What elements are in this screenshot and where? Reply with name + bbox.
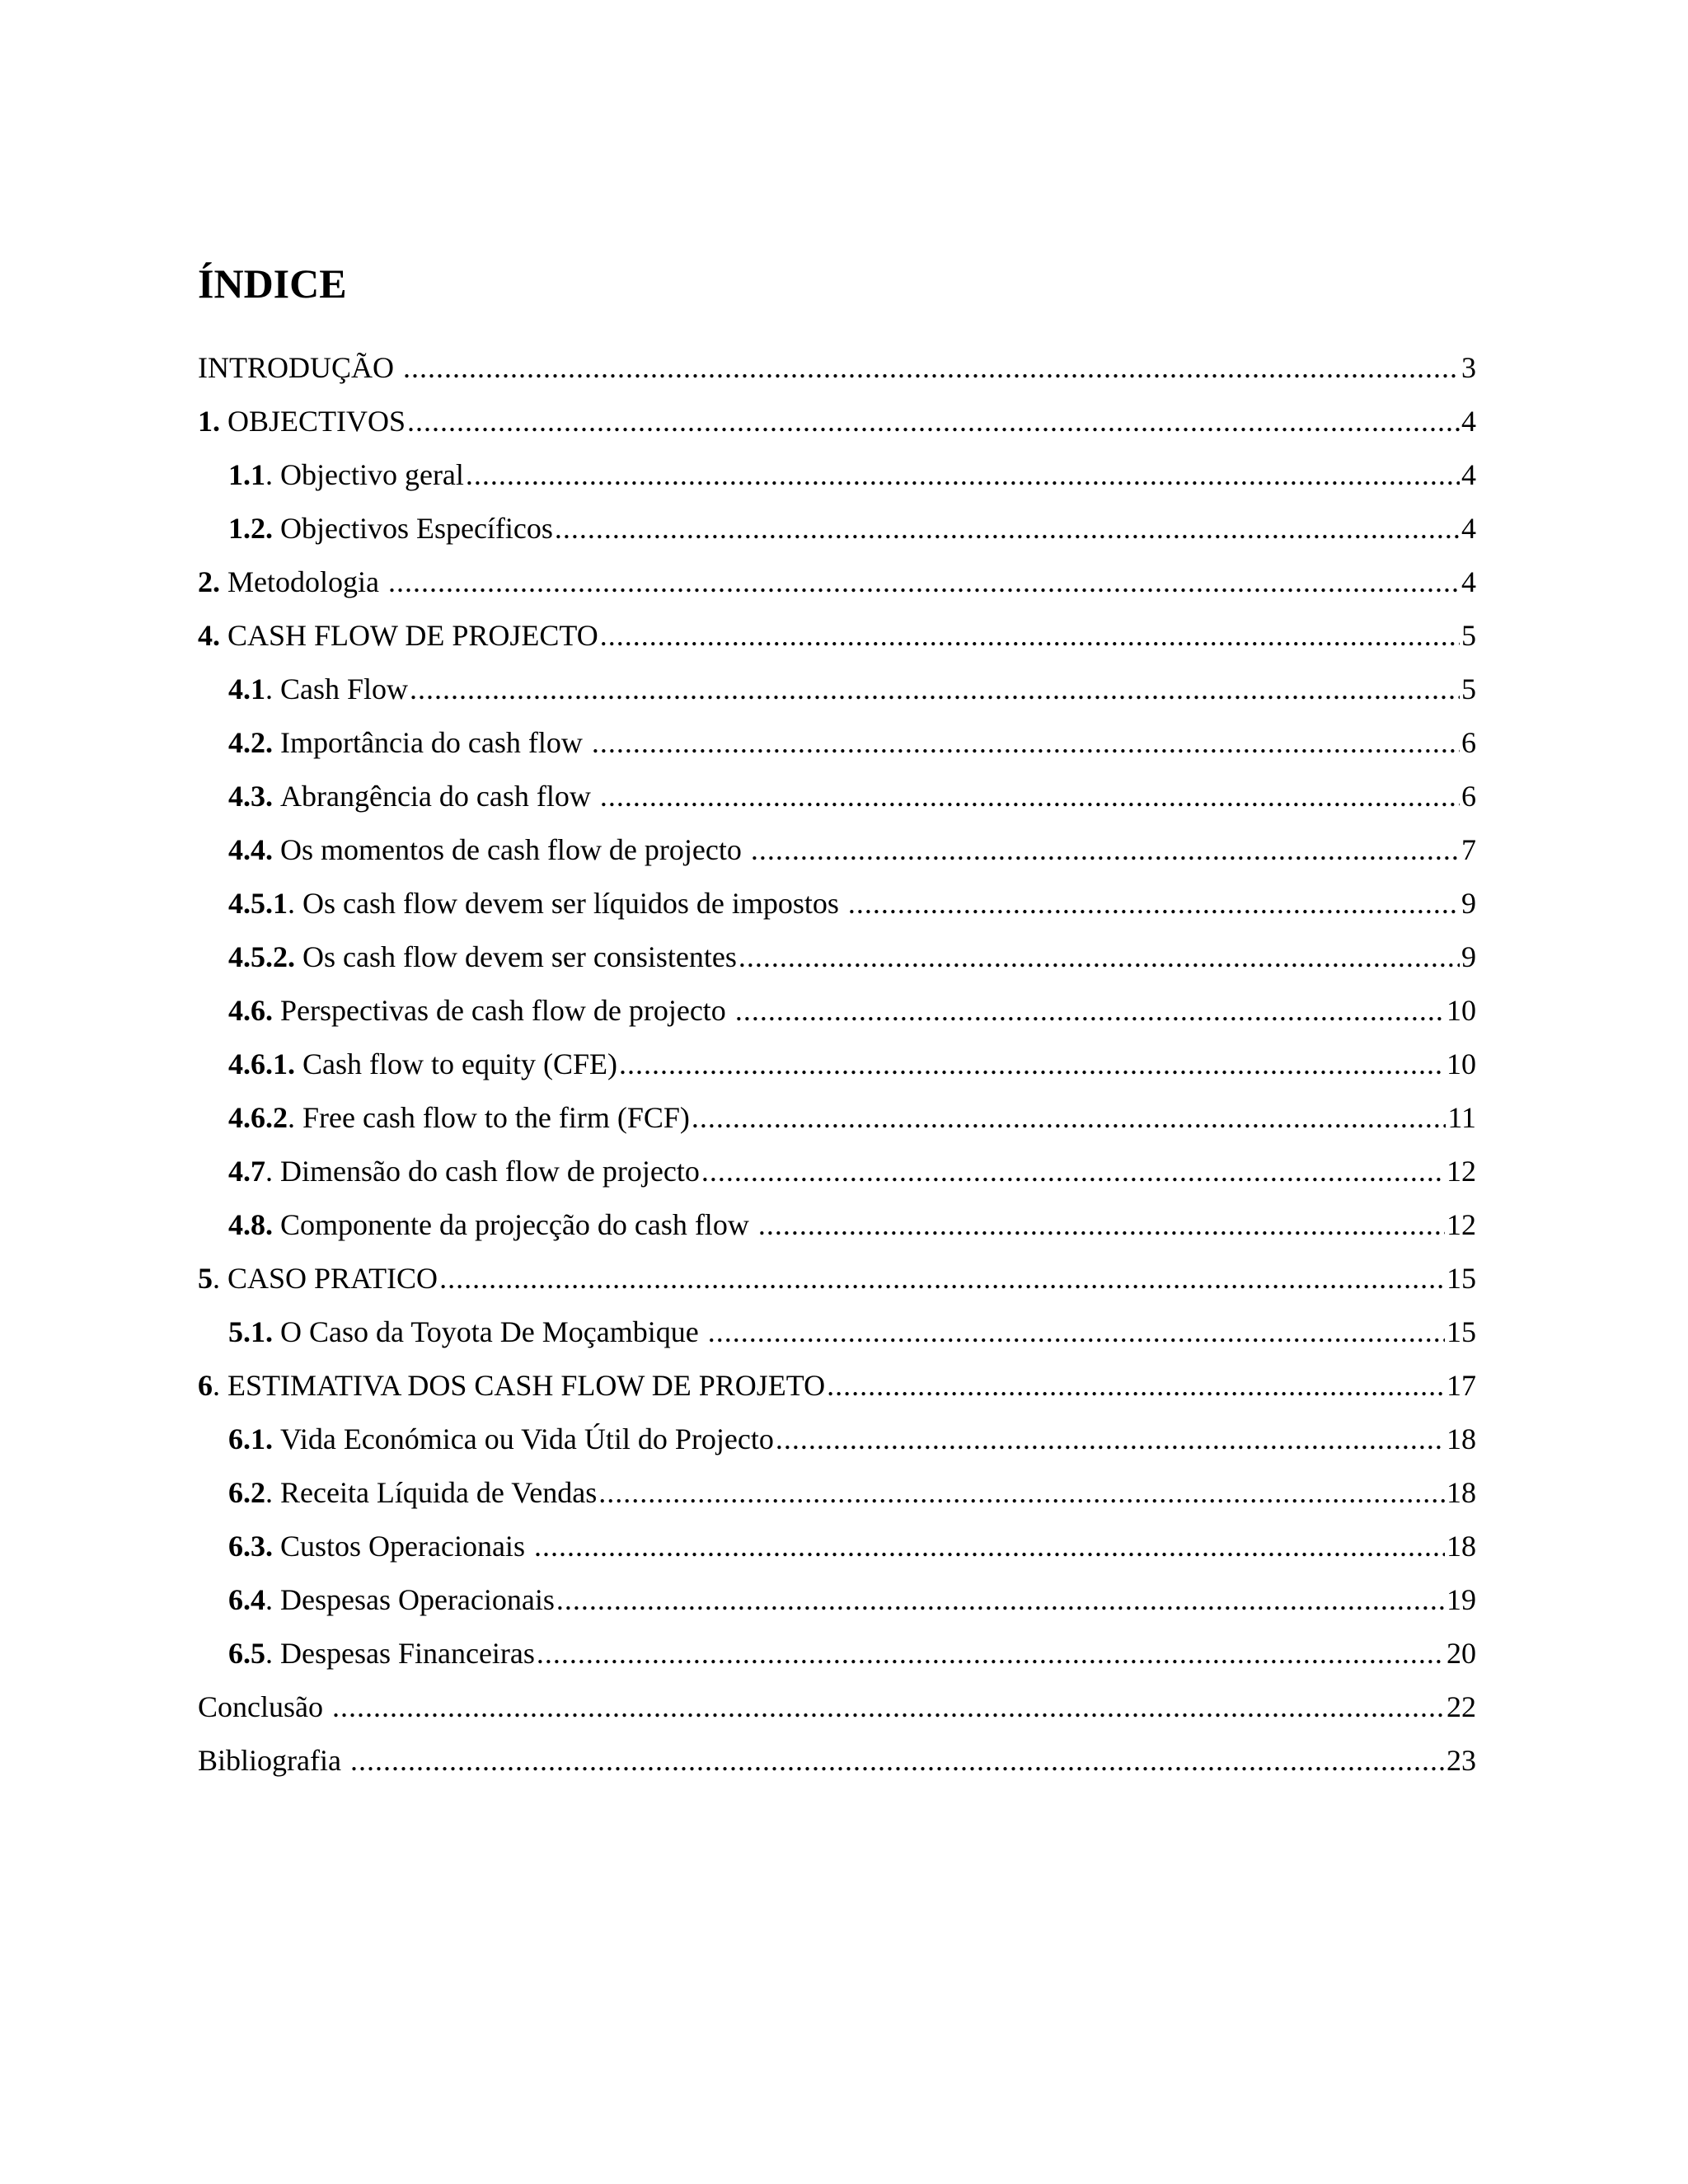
dot-leader: [600, 770, 1460, 823]
toc-entry[interactable]: [198, 1305, 1476, 1359]
toc-entry-title: Dimensão do cash flow de projecto: [280, 1155, 700, 1188]
toc-entry-title: Metodologia: [227, 565, 387, 598]
dot-leader: [701, 1145, 1445, 1198]
toc-entry-title: Os cash flow devem ser consistentes: [302, 940, 737, 973]
toc-entry-number: 5.1.: [228, 1315, 273, 1348]
toc-entry-title: Perspectivas de cash flow de projecto: [280, 994, 734, 1027]
toc-entry-title: Receita Líquida de Vendas: [280, 1476, 598, 1509]
toc-entry[interactable]: [198, 555, 1476, 609]
toc-entry-number: 6.3.: [228, 1530, 273, 1563]
toc-title: ÍNDICE: [198, 260, 347, 307]
dot-leader: [619, 1038, 1445, 1091]
toc-entry-separator: .: [265, 1583, 280, 1616]
dot-leader: [776, 1413, 1445, 1466]
toc-entry[interactable]: [198, 1252, 1476, 1305]
toc-entry-separator: [220, 555, 227, 609]
toc-entry-title: ESTIMATIVA DOS CASH FLOW DE PROJETO: [227, 1369, 826, 1402]
toc-entry-number: 4.5.2.: [228, 940, 295, 973]
toc-entry-separator: [273, 984, 280, 1038]
toc-entry[interactable]: [198, 1466, 1476, 1520]
toc-entry-separator: .: [265, 458, 280, 491]
toc-entry[interactable]: [198, 770, 1476, 823]
dot-leader: [332, 1680, 1445, 1734]
toc-entry[interactable]: [198, 1091, 1476, 1145]
dot-leader: [600, 609, 1460, 663]
toc-entry[interactable]: [198, 609, 1476, 663]
toc-entry-title: Objectivos Específicos: [280, 512, 553, 545]
toc-entry-page-number: 10: [1447, 994, 1476, 1027]
toc-entry-page-number: 11: [1447, 1101, 1476, 1134]
toc-entry-page-number: 12: [1447, 1155, 1476, 1188]
toc-entry-title: Custos Operacionais: [280, 1530, 532, 1563]
toc-entry-page-number: 6: [1461, 726, 1476, 759]
dot-leader: [692, 1091, 1446, 1145]
toc-entry-page-number: 19: [1447, 1583, 1476, 1616]
toc-entry-title: Abrangência do cash flow: [280, 780, 598, 813]
toc-entry-number: 2.: [198, 565, 220, 598]
toc-entry-number: 6.2: [228, 1476, 265, 1509]
toc-entry-number: 4.: [198, 619, 220, 652]
toc-entry[interactable]: [198, 1734, 1476, 1788]
toc-entry[interactable]: [198, 877, 1476, 930]
toc-entry-title: INTRODUÇÃO: [198, 351, 401, 384]
toc-entry-page-number: 23: [1447, 1744, 1476, 1777]
toc-entry-title: Vida Económica ou Vida Útil do Projecto: [280, 1422, 774, 1455]
dot-leader: [555, 502, 1460, 555]
toc-entry-page-number: 4: [1461, 458, 1476, 491]
toc-entry-title: Importância do cash flow: [280, 726, 590, 759]
toc-entry-page-number: 17: [1447, 1369, 1476, 1402]
dot-leader: [751, 823, 1460, 877]
toc-entry-page-number: 5: [1461, 619, 1476, 652]
toc-entry-title: Despesas Financeiras: [280, 1637, 535, 1670]
toc-entry-number: 5: [198, 1262, 213, 1295]
toc-entry-separator: [220, 395, 227, 448]
toc-entry-title: Cash Flow: [280, 673, 409, 705]
toc-entry-number: 4.8.: [228, 1208, 273, 1241]
toc-entry[interactable]: [198, 502, 1476, 555]
toc-entry-number: 4.1: [228, 673, 265, 705]
toc-entry-separator: [273, 1520, 280, 1573]
toc-entry-separator: [273, 1413, 280, 1466]
toc-entry-number: 6: [198, 1369, 213, 1402]
toc-entry-page-number: 4: [1461, 405, 1476, 438]
toc-entry-number: 1.1: [228, 458, 265, 491]
toc-entry-separator: .: [265, 1637, 280, 1670]
toc-entry-separator: [273, 823, 280, 877]
toc-entry-page-number: 22: [1447, 1690, 1476, 1723]
toc-entry-page-number: 3: [1461, 351, 1476, 384]
toc-entry-separator: [273, 770, 280, 823]
toc-entry-page-number: 18: [1447, 1476, 1476, 1509]
dot-leader: [410, 663, 1460, 716]
toc-entry-page-number: 9: [1461, 887, 1476, 920]
toc-entry-number: 4.7: [228, 1155, 265, 1188]
toc-entry-page-number: 18: [1447, 1530, 1476, 1563]
toc-entry[interactable]: [198, 1145, 1476, 1198]
toc-entry[interactable]: [198, 823, 1476, 877]
toc-entry-separator: .: [213, 1262, 227, 1295]
toc-entry-number: 1.: [198, 405, 220, 438]
dot-leader: [350, 1734, 1445, 1788]
toc-entry[interactable]: [198, 1038, 1476, 1091]
dot-leader: [388, 555, 1460, 609]
toc-entry-number: 4.5.1: [228, 887, 288, 920]
toc-entry-number: 4.6.: [228, 994, 273, 1027]
toc-entry-separator: [295, 930, 302, 984]
toc-entry[interactable]: [198, 930, 1476, 984]
toc-entry-title: Despesas Operacionais: [280, 1583, 555, 1616]
dot-leader: [735, 984, 1445, 1038]
toc-entry[interactable]: [198, 1198, 1476, 1252]
toc-entry-number: 1.2.: [228, 512, 273, 545]
dot-leader: [537, 1627, 1445, 1680]
toc-entry-page-number: 10: [1447, 1047, 1476, 1080]
toc-entry-separator: [273, 1305, 280, 1359]
toc-entry[interactable]: [198, 341, 1476, 395]
toc-entry-page-number: 20: [1447, 1637, 1476, 1670]
toc-entry-title: OBJECTIVOS: [227, 405, 406, 438]
toc-entry-title: CASO PRATICO: [227, 1262, 438, 1295]
toc-entry-separator: [273, 716, 280, 770]
toc-entry-title: Componente da projecção do cash flow: [280, 1208, 757, 1241]
toc-entry[interactable]: [198, 1680, 1476, 1734]
toc-entry-title: Conclusão: [198, 1690, 331, 1723]
toc-entry[interactable]: [198, 663, 1476, 716]
toc-entry-page-number: 6: [1461, 780, 1476, 813]
dot-leader: [556, 1573, 1445, 1627]
toc-entry[interactable]: [198, 1359, 1476, 1413]
toc-entry[interactable]: [198, 1520, 1476, 1573]
toc-entry-separator: .: [213, 1369, 227, 1402]
toc-entry-separator: .: [265, 673, 280, 705]
toc-entry-number: 6.1.: [228, 1422, 273, 1455]
dot-leader: [738, 930, 1460, 984]
dot-leader: [407, 395, 1460, 448]
toc-entry-page-number: 9: [1461, 940, 1476, 973]
toc-entry-page-number: 15: [1447, 1262, 1476, 1295]
dot-leader: [827, 1359, 1445, 1413]
toc-entry-number: 4.6.2: [228, 1101, 288, 1134]
toc-entry-title: Os momentos de cash flow de projecto: [280, 833, 749, 866]
toc-entry-number: 4.2.: [228, 726, 273, 759]
toc-entry-title: Cash flow to equity (CFE): [302, 1047, 617, 1080]
toc-entry-title: Bibliografia: [198, 1744, 349, 1777]
toc-entry-title: CASH FLOW DE PROJECTO: [227, 619, 598, 652]
dot-leader: [598, 1466, 1445, 1520]
toc-entry-number: 6.5: [228, 1637, 265, 1670]
toc-entry-separator: [295, 1038, 302, 1091]
dot-leader: [848, 877, 1460, 930]
toc-entry-separator: .: [265, 1155, 280, 1188]
dot-leader: [592, 716, 1460, 770]
dot-leader: [403, 341, 1460, 395]
dot-leader: [534, 1520, 1445, 1573]
toc-entry[interactable]: [198, 716, 1476, 770]
dot-leader: [466, 448, 1460, 502]
dot-leader: [439, 1252, 1445, 1305]
toc-entry-page-number: 5: [1461, 673, 1476, 705]
toc-entry-page-number: 18: [1447, 1422, 1476, 1455]
toc-entry-number: 6.4: [228, 1583, 265, 1616]
toc-entry-page-number: 12: [1447, 1208, 1476, 1241]
toc-entry-separator: .: [265, 1476, 280, 1509]
toc-entry[interactable]: [198, 395, 1476, 448]
toc-entry[interactable]: [198, 448, 1476, 502]
toc-entry-separator: [220, 609, 227, 663]
dot-leader: [758, 1198, 1445, 1252]
toc-entry[interactable]: [198, 984, 1476, 1038]
toc-entry[interactable]: [198, 1627, 1476, 1680]
toc-entry-page-number: 7: [1461, 833, 1476, 866]
toc-entry-separator: [273, 502, 280, 555]
toc-entry-separator: .: [288, 887, 302, 920]
toc-entry-title: Free cash flow to the firm (FCF): [302, 1101, 690, 1134]
toc-entry[interactable]: [198, 1573, 1476, 1627]
toc-entry-number: 4.6.1.: [228, 1047, 295, 1080]
table-of-contents: [198, 341, 1476, 1788]
toc-entry-title: Os cash flow devem ser líquidos de impostos: [302, 887, 846, 920]
toc-entry-separator: .: [288, 1101, 302, 1134]
toc-entry-title: Objectivo geral: [280, 458, 464, 491]
toc-entry-page-number: 15: [1447, 1315, 1476, 1348]
toc-entry-page-number: 4: [1461, 565, 1476, 598]
toc-entry-separator: [273, 1198, 280, 1252]
toc-entry-number: 4.4.: [228, 833, 273, 866]
toc-entry-title: O Caso da Toyota De Moçambique: [280, 1315, 706, 1348]
toc-entry-page-number: 4: [1461, 512, 1476, 545]
dot-leader: [708, 1305, 1445, 1359]
toc-entry[interactable]: [198, 1413, 1476, 1466]
toc-entry-number: 4.3.: [228, 780, 273, 813]
